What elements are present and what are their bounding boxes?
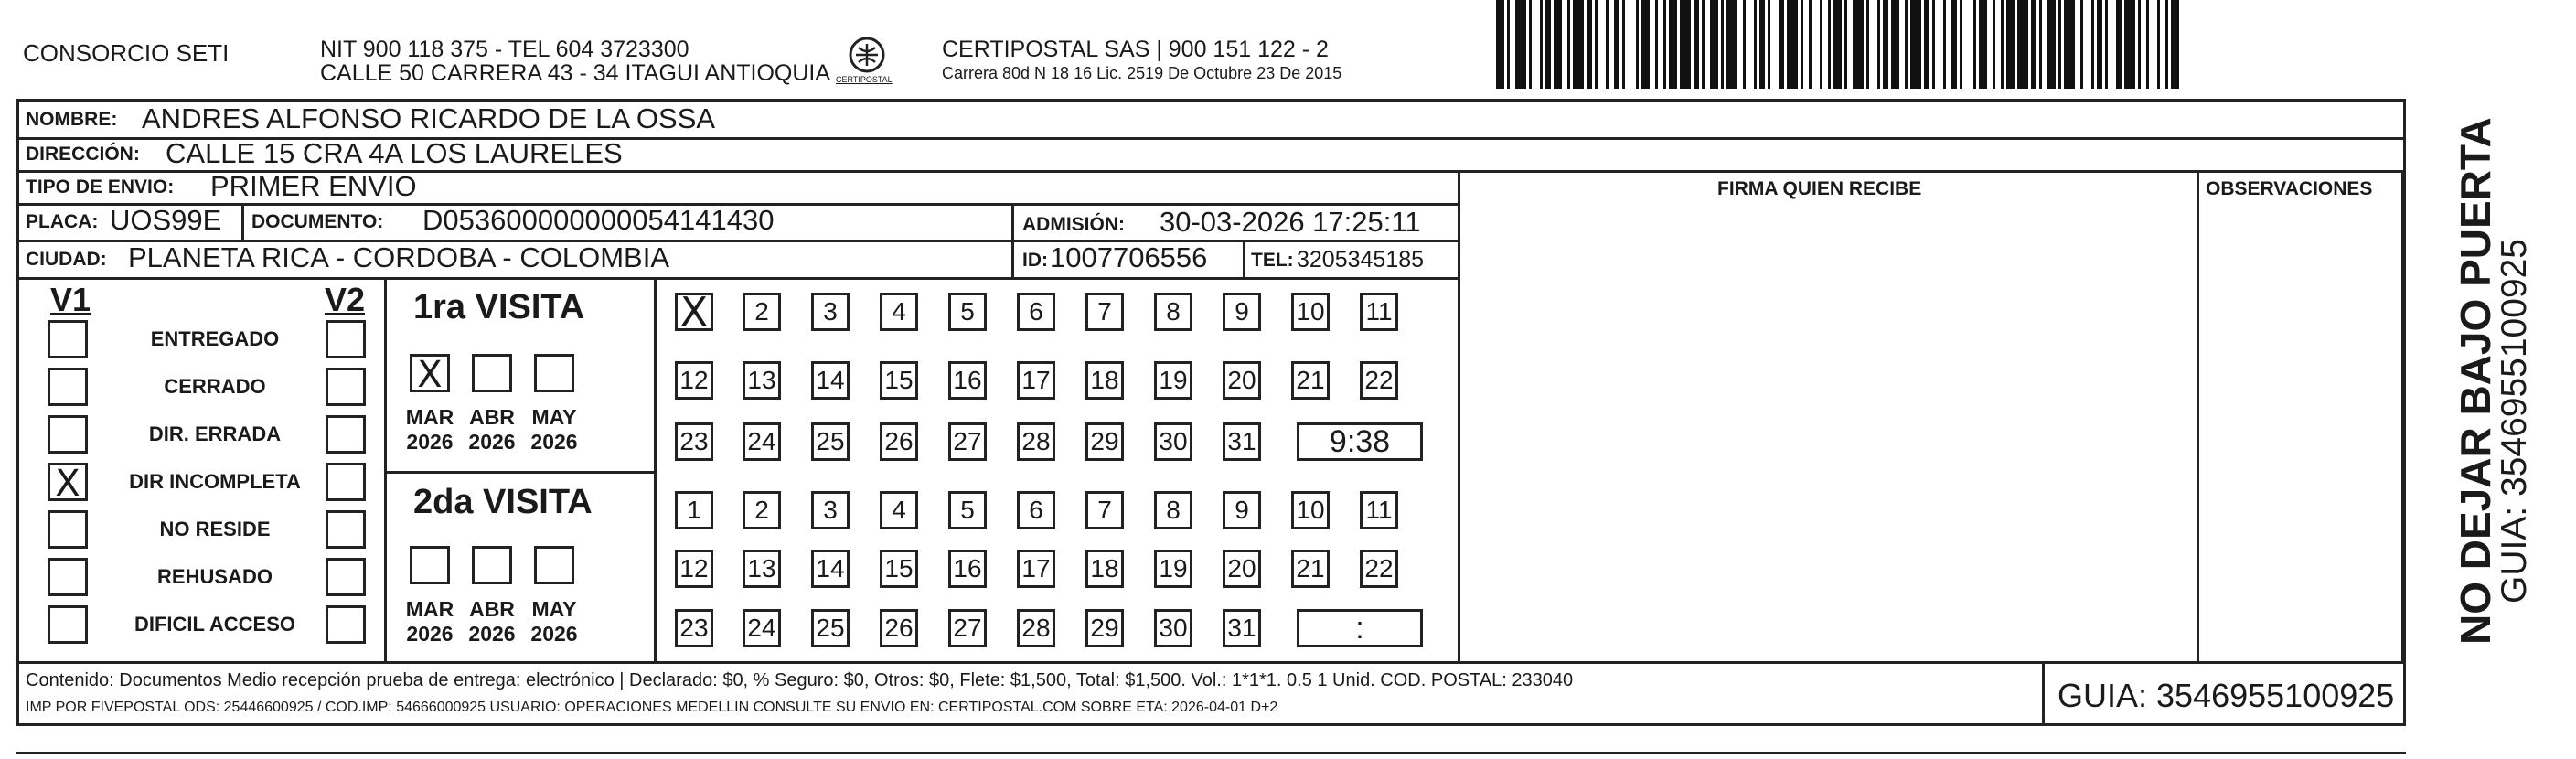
barcode-bar — [2017, 0, 2028, 89]
month-label: ABR 2026 — [468, 597, 516, 646]
barcode-bar — [1801, 0, 1803, 89]
day-box[interactable]: 14 — [811, 550, 850, 588]
barcode-bar — [1877, 0, 1880, 89]
day-box[interactable]: 5 — [948, 293, 987, 331]
barcode-bar — [1820, 0, 1822, 89]
day-box[interactable]: 21 — [1291, 361, 1330, 400]
barcode-bar — [1726, 0, 1737, 89]
check-mark-icon: X — [55, 463, 80, 505]
tipo-envio-value: PRIMER ENVIO — [210, 170, 417, 202]
barcode-bar — [1787, 0, 1798, 89]
barcode-bar — [1702, 0, 1705, 89]
logo-text: CERTIPOSTAL — [836, 75, 893, 84]
day-box[interactable]: 24 — [743, 609, 781, 647]
barcode-bar — [2116, 0, 2122, 89]
month-label: MAR 2026 — [405, 597, 454, 646]
day-box[interactable]: 17 — [1017, 550, 1055, 588]
barcode-bar — [1554, 0, 1562, 89]
barcode-bar — [1924, 0, 1929, 89]
barcode-bar — [1960, 0, 1962, 89]
day-box[interactable]: 7 — [1085, 491, 1124, 529]
barcode-bar — [1759, 0, 1765, 89]
v1-checkbox[interactable] — [48, 415, 88, 454]
v1-checkbox[interactable] — [48, 320, 88, 358]
time-box[interactable]: 9:38 — [1297, 422, 1423, 461]
v1-checkbox[interactable] — [48, 463, 88, 505]
barcode-bar — [2138, 0, 2141, 89]
tel-label: TEL: — [1251, 250, 1294, 271]
barcode-bar — [1768, 0, 1770, 89]
day-box[interactable]: 26 — [880, 609, 918, 647]
day-box[interactable]: 28 — [1017, 422, 1055, 461]
barcode-bar — [1663, 0, 1666, 89]
v2-checkbox[interactable] — [326, 463, 366, 501]
barcode-bar — [1641, 0, 1650, 89]
first-visit-title: 1ra VISITA — [413, 288, 585, 326]
day-box[interactable]: 20 — [1223, 550, 1261, 588]
v2-checkbox[interactable] — [326, 510, 366, 549]
placa-label: PLACA: — [26, 211, 99, 232]
day-box[interactable]: 25 — [811, 609, 850, 647]
day-box[interactable]: 20 — [1223, 361, 1261, 400]
day-box[interactable]: 21 — [1291, 550, 1330, 588]
v2-checkbox[interactable] — [326, 368, 366, 406]
day-box[interactable]: 22 — [1360, 361, 1398, 400]
day-box[interactable]: 26 — [880, 422, 918, 461]
day-box[interactable]: 9 — [1223, 491, 1261, 529]
barcode-bar — [1515, 0, 1526, 89]
day-box[interactable]: 6 — [1017, 491, 1055, 529]
barcode-bar — [1779, 0, 1784, 89]
documento-value: D053600000000054141430 — [422, 204, 775, 236]
day-box[interactable]: 31 — [1223, 422, 1261, 461]
barcode-bar — [1943, 0, 1946, 89]
documento-label: DOCUMENTO: — [251, 211, 384, 232]
v1-checkbox[interactable] — [48, 558, 88, 596]
month-label: MAR 2026 — [405, 405, 454, 454]
barcode-bar — [1540, 0, 1543, 89]
day-box[interactable]: 11 — [1360, 293, 1398, 331]
day-box[interactable]: 18 — [1085, 550, 1124, 588]
day-box[interactable]: 27 — [948, 609, 987, 647]
day-box[interactable]: 16 — [948, 550, 987, 588]
barcode-bar — [1507, 0, 1510, 89]
barcode-bar — [2124, 0, 2135, 89]
day-box[interactable]: 13 — [743, 550, 781, 588]
status-label: REHUSADO — [157, 565, 273, 588]
barcode-bar — [1853, 0, 1864, 89]
barcode-bar — [1680, 0, 1691, 89]
barcode-bar — [1809, 0, 1812, 89]
barcode-bar — [1754, 0, 1757, 89]
day-box[interactable]: 10 — [1291, 491, 1330, 529]
day-box[interactable]: 7 — [1085, 293, 1124, 331]
tipo-envio-label: TIPO DE ENVIO: — [26, 176, 175, 198]
day-box[interactable]: 19 — [1154, 550, 1192, 588]
month-checkbox[interactable] — [410, 354, 450, 396]
month-checkbox[interactable] — [534, 354, 574, 392]
barcode-bar — [2058, 0, 2061, 89]
barcode-bar — [1883, 0, 1888, 89]
time-box[interactable]: : — [1297, 609, 1423, 647]
status-label: CERRADO — [164, 375, 266, 398]
nombre-value: ANDRES ALFONSO RICARDO DE LA OSSA — [142, 102, 716, 134]
day-box[interactable]: 3 — [811, 491, 850, 529]
barcode-bar — [1993, 0, 1995, 89]
day-box[interactable]: 3 — [811, 293, 850, 331]
barcode-bar — [1973, 0, 1976, 89]
day-box[interactable]: 19 — [1154, 361, 1192, 400]
month-label: ABR 2026 — [468, 405, 516, 454]
day-box[interactable]: 17 — [1017, 361, 1055, 400]
barcode-bar — [2001, 0, 2004, 89]
day-box[interactable]: 29 — [1085, 422, 1124, 461]
barcode-bar — [1905, 0, 1908, 89]
firma-label: FIRMA QUIEN RECIBE — [1717, 178, 1922, 199]
barcode-bar — [2105, 0, 2108, 89]
v2-checkbox[interactable] — [326, 320, 366, 358]
barcode-bar — [1979, 0, 1987, 89]
id-value: 1007706556 — [1050, 241, 1208, 273]
direccion-value: CALLE 15 CRA 4A LOS LAURELES — [166, 137, 623, 169]
barcode-bar — [1932, 0, 1935, 89]
barcode-bar — [2039, 0, 2042, 89]
barcode-bar — [1595, 0, 1598, 89]
day-box[interactable]: 27 — [948, 422, 987, 461]
barcode-bar — [1833, 0, 1842, 89]
barcode-bar — [2006, 0, 2015, 89]
barcode-bar — [1529, 0, 1532, 89]
barcode-bar — [1606, 0, 1609, 89]
barcode-bar — [2047, 0, 2056, 89]
day-box[interactable]: 23 — [675, 609, 713, 647]
barcode-bar — [1636, 0, 1639, 89]
placa-value: UOS99E — [110, 204, 222, 236]
day-box[interactable]: 4 — [880, 491, 918, 529]
barcode-bar — [2097, 0, 2102, 89]
day-box[interactable]: 29 — [1085, 609, 1124, 647]
company-name: CONSORCIO SETI — [23, 39, 230, 67]
barcode-bar — [2064, 0, 2075, 89]
day-box[interactable]: 11 — [1360, 491, 1398, 529]
month-checkbox[interactable] — [534, 546, 574, 584]
barcode-bar — [1910, 0, 1921, 89]
day-box[interactable]: 24 — [743, 422, 781, 461]
direccion-label: DIRECCIÓN: — [26, 144, 140, 165]
v1-checkbox[interactable] — [48, 605, 88, 644]
day-box[interactable]: 22 — [1360, 550, 1398, 588]
guia-box: GUIA: 3546955100925 — [2058, 677, 2395, 714]
day-box[interactable]: 31 — [1223, 609, 1261, 647]
admision-value: 30-03-2026 17:25:11 — [1160, 206, 1421, 238]
month-checkbox[interactable] — [472, 546, 512, 584]
day-box[interactable]: 12 — [675, 550, 713, 588]
barcode-bar — [1567, 0, 1570, 89]
barcode-bar — [1866, 0, 1869, 89]
status-label: DIR INCOMPLETA — [129, 470, 301, 493]
observaciones-label: OBSERVACIONES — [2206, 178, 2373, 199]
month-label: MAY 2026 — [530, 597, 578, 646]
day-box[interactable]: 15 — [880, 361, 918, 400]
nit-line: NIT 900 118 375 - TEL 604 3723300 — [320, 37, 689, 62]
barcode-bar — [1721, 0, 1724, 89]
barcode-bar — [1844, 0, 1847, 89]
side-warning: NO DEJAR BAJO PUERTA — [2452, 117, 2499, 645]
second-visit-title: 2da VISITA — [413, 483, 593, 521]
day-box[interactable]: 18 — [1085, 361, 1124, 400]
day-box[interactable]: 25 — [811, 422, 850, 461]
status-label: NO RESIDE — [159, 518, 271, 540]
month-label: MAY 2026 — [530, 405, 578, 454]
barcode-bar — [2091, 0, 2094, 89]
contenido-line: Contenido: Documentos Medio recepción prueba de entrega: electrónico | Declarado: $0, % Seguro: $0, Otros: $0, Flete: $1,500, Total: $1,500. Vol.: 1*1*1. 0.5 1 Unid. COD. POSTAL: 233040 — [26, 670, 1574, 690]
barcode-bar — [1622, 0, 1625, 89]
day-box[interactable]: 30 — [1154, 609, 1192, 647]
barcode-bar — [2146, 0, 2149, 89]
barcode-bar — [1614, 0, 1619, 89]
barcode-bar — [1891, 0, 1899, 89]
day-box[interactable]: 6 — [1017, 293, 1055, 331]
v2-label: V2 — [325, 281, 366, 318]
v2-checkbox[interactable] — [326, 605, 366, 644]
barcode-bar — [2165, 0, 2168, 89]
day-box[interactable]: 2 — [743, 293, 781, 331]
barcode-bar — [1545, 0, 1551, 89]
ciudad-value: PLANETA RICA - CORDOBA - COLOMBIA — [128, 241, 669, 273]
day-box[interactable]: 5 — [948, 491, 987, 529]
barcode-bar — [1710, 0, 1718, 89]
barcode-bar — [1655, 0, 1658, 89]
day-box[interactable]: 9 — [1223, 293, 1261, 331]
barcode-bar — [1669, 0, 1677, 89]
check-mark-icon: X — [417, 354, 443, 396]
address-line: CALLE 50 CARRERA 43 - 34 ITAGUI ANTIOQUIA — [320, 60, 831, 86]
barcode-bar — [1694, 0, 1699, 89]
barcode-bar — [1951, 0, 1957, 89]
day-box[interactable]: 16 — [948, 361, 987, 400]
barcode-bar — [2171, 0, 2179, 89]
day-box[interactable]: 13 — [743, 361, 781, 400]
certipostal-logo — [830, 35, 903, 91]
day-box[interactable]: 15 — [880, 550, 918, 588]
barcode-bar — [2080, 0, 2083, 89]
v1-checkbox[interactable] — [48, 510, 88, 549]
barcode-bar — [2031, 0, 2036, 89]
month-checkbox[interactable] — [410, 546, 450, 584]
side-guia: GUIA: 3546955100925 — [2495, 239, 2534, 604]
day-box[interactable]: 14 — [811, 361, 850, 400]
imp-line: IMP POR FIVEPOSTAL ODS: 25446600925 / COD.IMP: 54666000925 USUARIO: OPERACIONES MEDELLIN CONSULTE SU ENVIO EN: CERTIPOSTAL.COM SOBRE ETA: 2026-04-01 D+2 — [26, 700, 1278, 715]
barcode-bar — [1743, 0, 1746, 89]
barcode-bar — [1828, 0, 1831, 89]
day-box[interactable]: 10 — [1291, 293, 1330, 331]
day-box[interactable]: 2 — [743, 491, 781, 529]
nombre-label: NOMBRE: — [26, 109, 118, 130]
carrier-line: CERTIPOSTAL SAS | 900 151 122 - 2 — [942, 37, 1329, 62]
v1-checkbox[interactable] — [48, 368, 88, 406]
day-box[interactable]: 1 — [675, 491, 713, 529]
barcode-bar — [1496, 0, 1504, 89]
status-label: ENTREGADO — [150, 327, 280, 350]
day-box[interactable]: 28 — [1017, 609, 1055, 647]
barcode-bar — [1587, 0, 1592, 89]
day-box[interactable]: 8 — [1154, 293, 1192, 331]
tel-value: 3205345185 — [1297, 247, 1425, 273]
id-label: ID: — [1022, 250, 1048, 271]
day-box[interactable]: 23 — [675, 422, 713, 461]
status-label: DIFICIL ACCESO — [134, 613, 295, 636]
barcode-bar — [1573, 0, 1584, 89]
license-line: Carrera 80d N 18 16 Lic. 2519 De Octubre 23 De 2015 — [942, 64, 1342, 82]
barcode — [1496, 0, 2176, 89]
ciudad-label: CIUDAD: — [26, 249, 107, 270]
status-label: DIR. ERRADA — [148, 422, 282, 445]
day-box[interactable]: X — [675, 293, 713, 331]
v1-label: V1 — [50, 281, 91, 318]
day-box[interactable]: 30 — [1154, 422, 1192, 461]
day-box[interactable]: 12 — [675, 361, 713, 400]
admision-label: ADMISIÓN: — [1022, 214, 1125, 235]
month-checkbox[interactable] — [472, 354, 512, 392]
day-box[interactable]: 8 — [1154, 491, 1192, 529]
day-box[interactable]: 4 — [880, 293, 918, 331]
v2-checkbox[interactable] — [326, 415, 366, 454]
barcode-bar — [2157, 0, 2160, 89]
v2-checkbox[interactable] — [326, 558, 366, 596]
